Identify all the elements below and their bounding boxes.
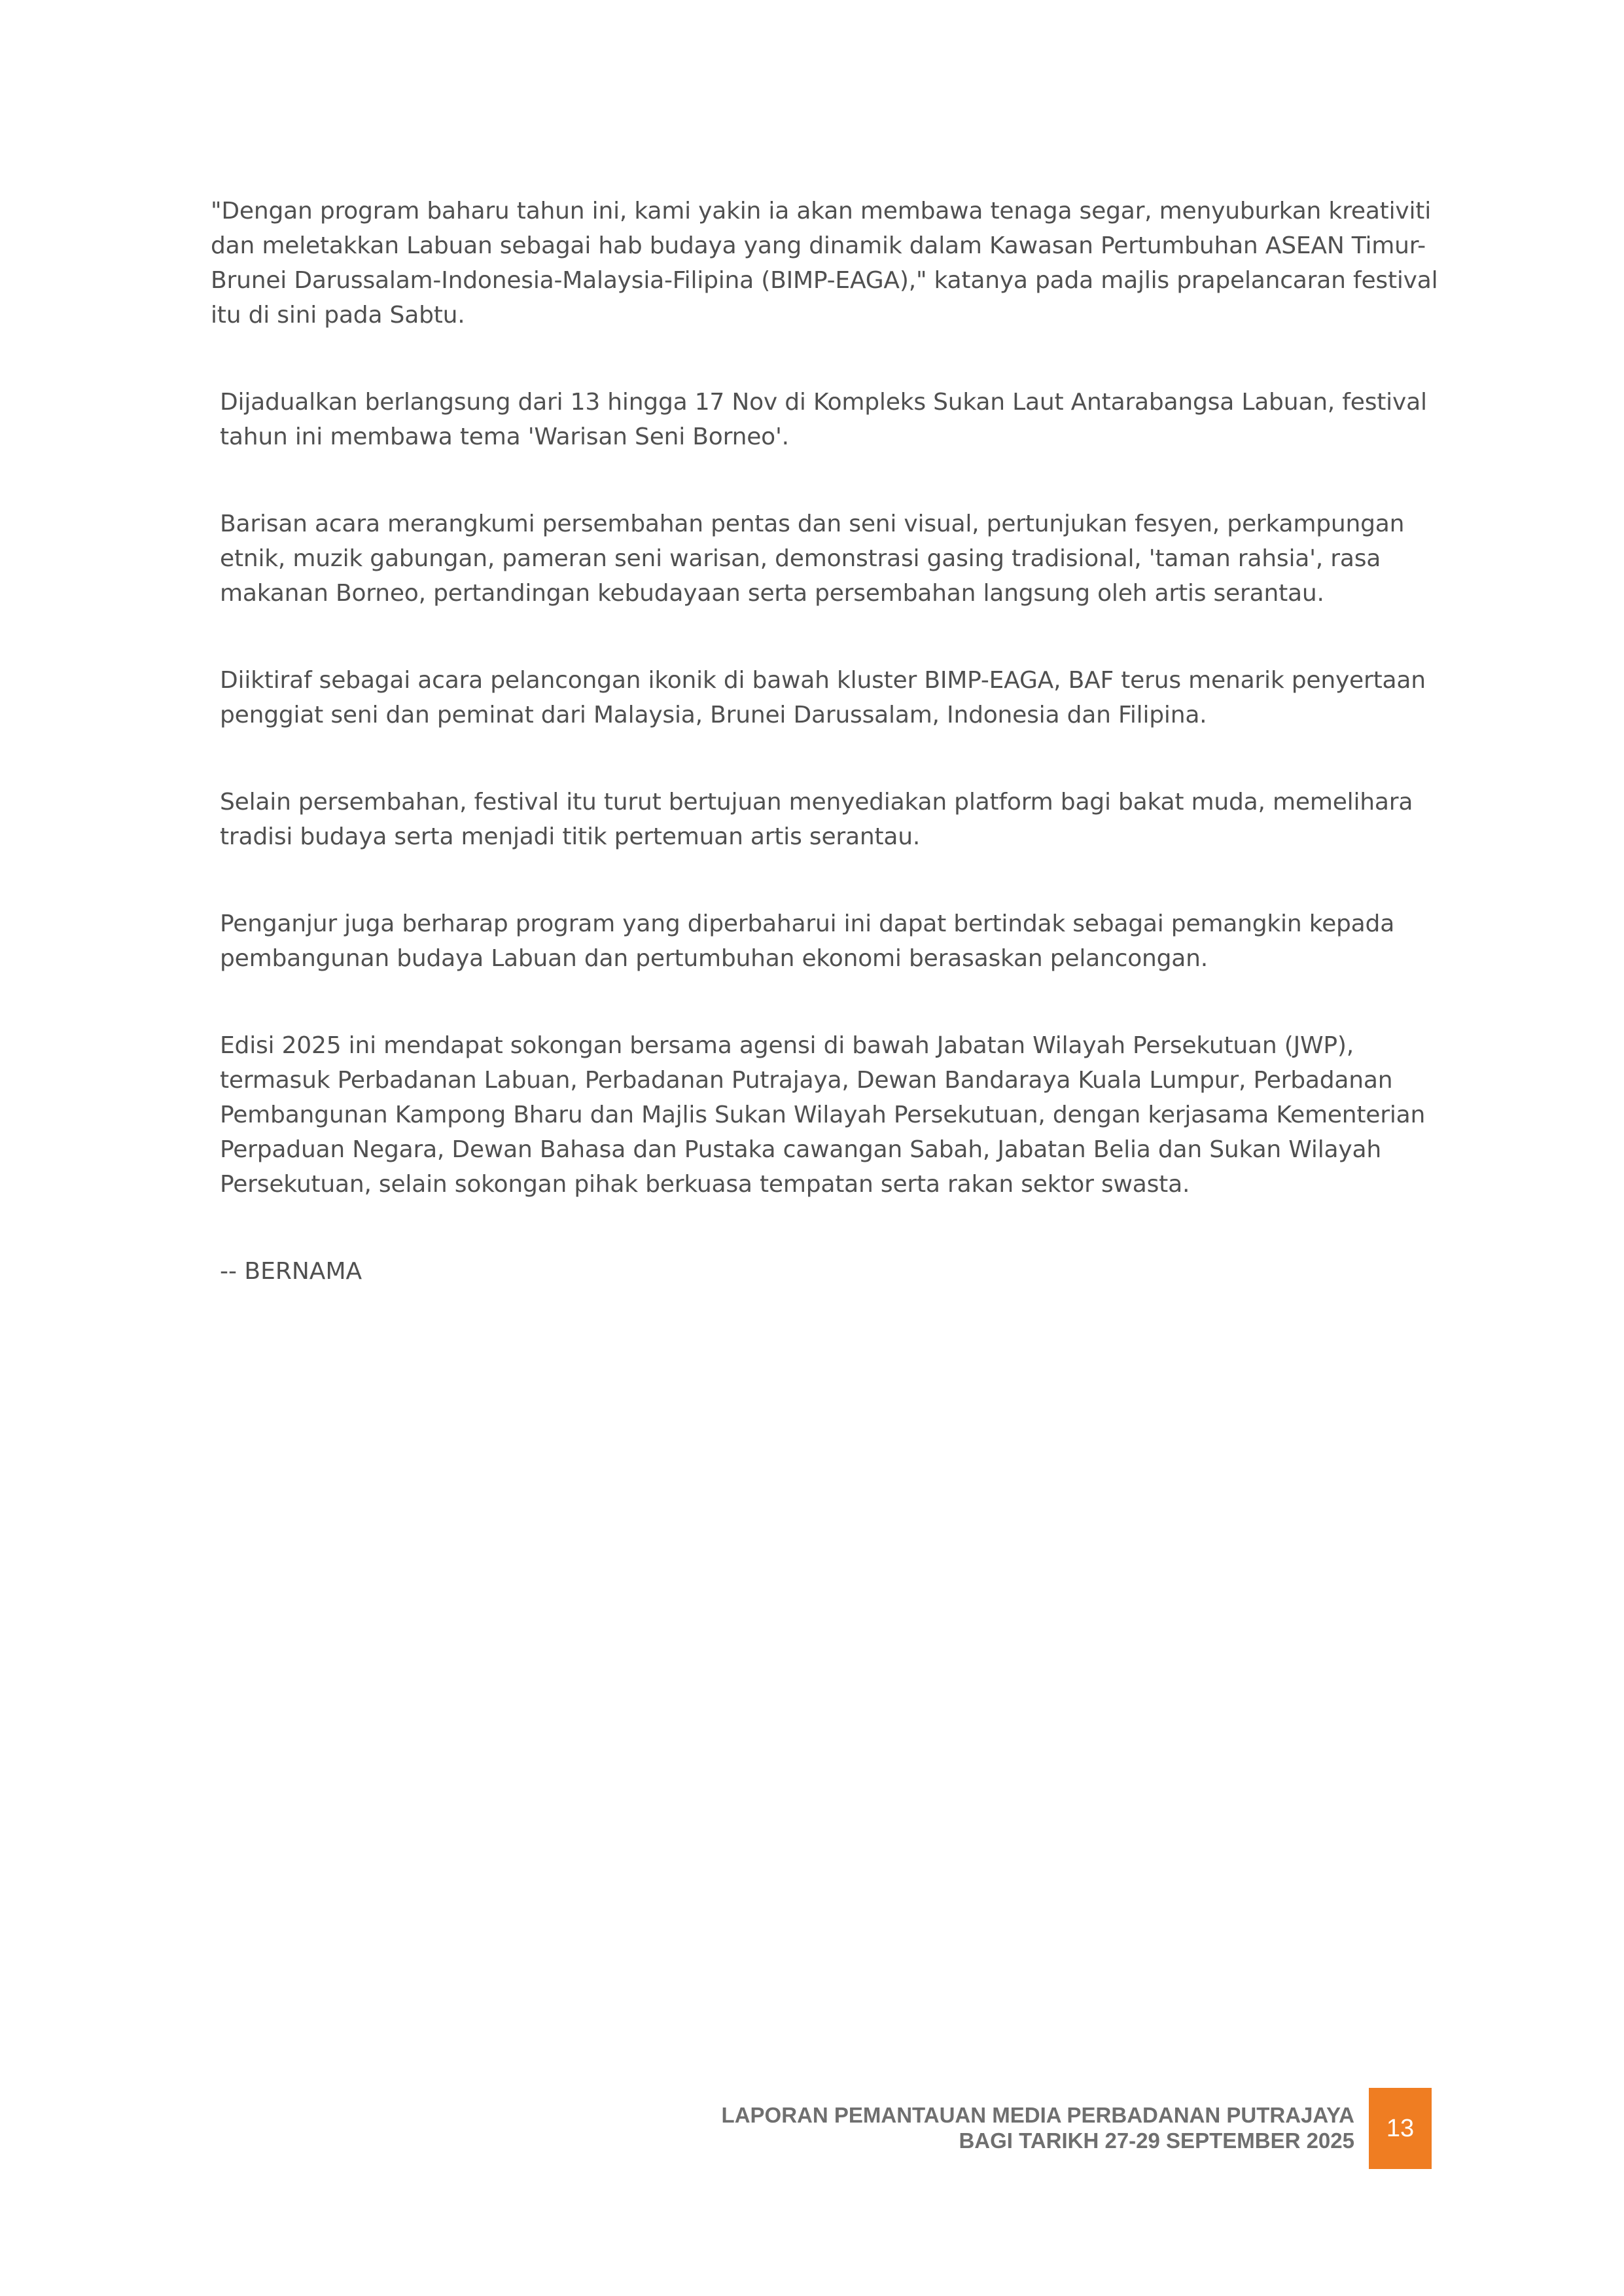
article-paragraph: Barisan acara merangkumi persembahan pentas dan seni visual, pertunjukan fesyen, perkampungan etnik, muzik gabungan, pameran seni warisan, demonstrasi gasing tradisional, 'taman rahsia', rasa makanan Borneo, pertandingan kebudayaan serta persembahan langsung oleh artis serantau. xyxy=(220,511,1405,607)
article-paragraph: "Dengan program baharu tahun ini, kami yakin ia akan membawa tenaga segar, menyuburkan kreativiti dan meletakkan Labuan sebagai hab budaya yang dinamik dalam Kawasan Pertumbuhan ASEAN Timur-Brunei Darussalam-Indonesia-Malaysia-Filipina (BIMP-EAGA)," katanya pada majlis prapelancaran festival itu di sini pada Sabtu. xyxy=(211,198,1438,329)
article-body xyxy=(211,194,1441,1289)
article-paragraph: Edisi 2025 ini mendapat sokongan bersama agensi di bawah Jabatan Wilayah Persekutuan (JWP), termasuk Perbadanan Labuan, Perbadanan Putrajaya, Dewan Bandaraya Kuala Lumpur, Perbadanan Pembangunan Kampong Bharu dan Majlis Sukan Wilayah Persekutuan, dengan kerjasama Kementerian Perpaduan Negara, Dewan Bahasa dan Pustaka cawangan Sabah, Jabatan Belia dan Sukan Wilayah Persekutuan, selain sokongan pihak berkuasa tempatan serta rakan sektor swasta. xyxy=(220,1032,1426,1198)
page-number-badge xyxy=(1369,2088,1432,2169)
report-footer xyxy=(722,2102,1354,2153)
footer-title-line: LAPORAN PEMANTAUAN MEDIA PERBADANAN PUTRAJAYA xyxy=(721,2103,1354,2127)
article-paragraph: Diiktiraf sebagai acara pelancongan ikonik di bawah kluster BIMP-EAGA, BAF terus menarik penyertaan penggiat seni dan peminat dari Malaysia, Brunei Darussalam, Indonesia dan Filipina. xyxy=(220,667,1426,728)
article-byline: -- BERNAMA xyxy=(220,1258,362,1285)
article-paragraph: Penganjur juga berharap program yang diperbaharui ini dapat bertindak sebagai pemangkin kepada pembangunan budaya Labuan dan pertumbuhan ekonomi berasaskan pelancongan. xyxy=(220,910,1395,972)
article-paragraph: Selain persembahan, festival itu turut bertujuan menyediakan platform bagi bakat muda, memelihara tradisi budaya serta menjadi titik pertemuan artis serantau. xyxy=(220,789,1413,850)
article-paragraph: Dijadualkan berlangsung dari 13 hingga 17 Nov di Kompleks Sukan Laut Antarabangsa Labuan, festival tahun ini membawa tema 'Warisan Seni Borneo'. xyxy=(220,389,1427,450)
page-number: 13 xyxy=(1386,2114,1415,2142)
footer-date-line: BAGI TARIKH 27-29 SEPTEMBER 2025 xyxy=(959,2128,1354,2153)
